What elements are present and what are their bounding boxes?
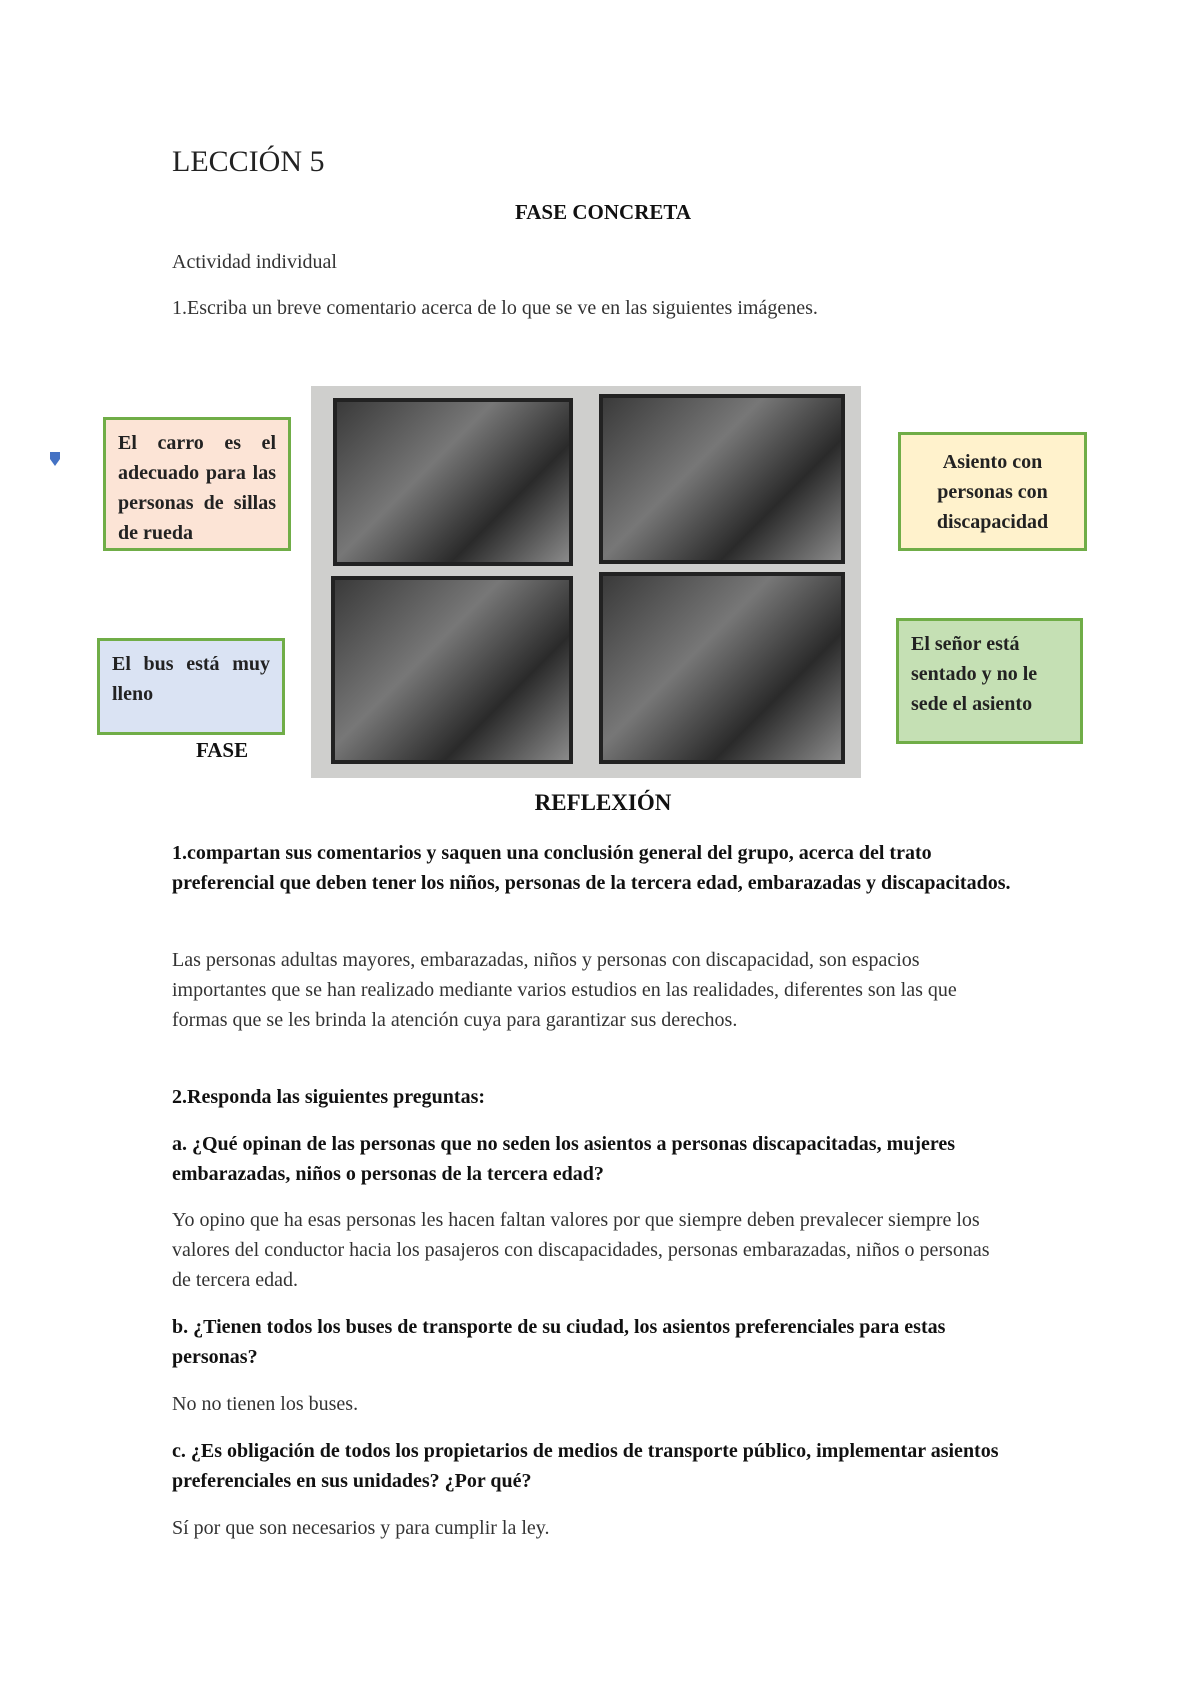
photo-seated-man [599, 394, 845, 564]
comment-box-wheelchair: El carro es el adecuado para las personas de sillas de rueda [103, 417, 291, 551]
comment-box-man-seated: El señor está sentado y no le sede el asiento [896, 618, 1083, 744]
reflection-heading: REFLEXIÓN [534, 790, 672, 815]
answer-c: Sí por que son necesarios y para cumplir la ley. [172, 1517, 550, 1539]
photo-standing-passenger [599, 572, 845, 764]
question-a: a. ¿Qué opinan de las personas que no seden los asientos a personas discapacitadas, mujeres embarazadas, niños o personas de la tercera edad? [172, 1133, 956, 1185]
answer-b: No no tienen los buses. [172, 1393, 359, 1415]
answer-a: Yo opino que ha esas personas les hacen faltan valores por que siempre deben prevalecer siempre los valores del conductor hacia los pasajeros con discapacidades, personas embarazadas, niños o personas de tercera edad. [172, 1209, 990, 1291]
fase-label-hidden: FASE [196, 738, 249, 762]
photo-crowded-bus [331, 576, 573, 764]
anchor-marker-icon [50, 452, 60, 466]
activity-label: Actividad individual [172, 251, 337, 273]
comment-box-full-bus: El bus está muy lleno [97, 638, 285, 735]
photo-collage [311, 386, 861, 778]
lesson-title: LECCIÓN 5 [172, 145, 325, 178]
comment-box-seat: Asiento con personas con discapacidad [898, 432, 1087, 551]
instruction: 1.Escriba un breve comentario acerca de lo que se ve en las siguientes imágenes. [172, 297, 818, 319]
answer-1: Las personas adultas mayores, embarazadas, niños y personas con discapacidad, son espacios importantes que se han realizado mediante varios estudios en las realidades, diferentes son las que formas que se les brinda la atención cuya para garantizar sus derechos. [172, 949, 957, 1031]
phase-heading: FASE CONCRETA [515, 200, 691, 224]
question-1: 1.compartan sus comentarios y saquen una conclusión general del grupo, acerca del trato preferencial que deben tener los niños, personas de la tercera edad, embarazadas y discapacitados. [172, 842, 1011, 894]
question-b: b. ¿Tienen todos los buses de transporte de su ciudad, los asientos preferenciales para estas personas? [172, 1316, 946, 1368]
question-c: c. ¿Es obligación de todos los propietarios de medios de transporte público, implementar asientos preferenciales en sus unidades? ¿Por qué? [172, 1440, 999, 1492]
photo-wheelchair [333, 398, 573, 566]
question-2-heading: 2.Responda las siguientes preguntas: [172, 1086, 486, 1108]
